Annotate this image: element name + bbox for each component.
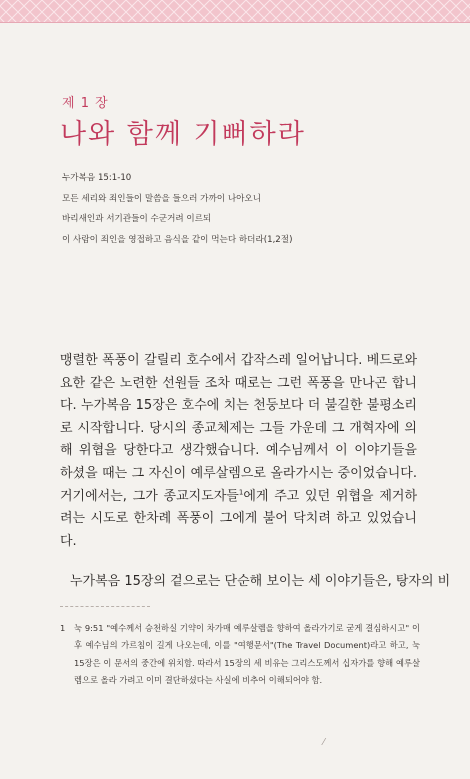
epigraph-line: 이 사람이 죄인을 영접하고 음식을 같이 먹는다 하더라(1,2절) [62,234,293,245]
lattice-pattern [0,0,470,22]
book-page [0,22,470,779]
chapter-title: 나와 함께 기뻐하라 [60,119,306,150]
footnote-number: 1 [60,623,66,633]
epigraph-reference: 누가복음 15:1-10 [62,173,132,183]
decorative-top-band [0,0,470,23]
footnote [60,620,420,690]
body-paragraph-2: 누가복음 15장의 겉으로는 단순해 보이는 세 이야기들은, 탕자의 비 [70,574,451,589]
epigraph-line: 모든 세리와 죄인들이 말씀을 들으러 가까이 나아오니 [62,193,262,204]
footnote-text: 눅 9:51 "예수께서 승천하실 기약이 차가매 예루살렘을 향하여 올라가기로 굳게 결심하시고" 이후 예수님의 가르침이 길게 나오는데, 이를 "여행문서"(The Travel Document)라고 하고, 눅 15장은 이 문서의 중간에 위치함. 따라서 15장의 세 비유는 그리스도께서 십자가를 향해 예루살렘으로 올라 가려고 이미 결단하셨다는 사실에 비추어 이해되어야 함. [74,623,420,686]
body-paragraph [60,350,417,553]
body-text-after-note: 에게 주고 있던 위협을 제거하려는 시도로 한차례 폭풍이 그에게 불어 닥치려 하고 있었습니다. [60,488,417,549]
footnote-marker: 1 [238,488,244,497]
epigraph-line: 바리새인과 서기관들이 수군거려 이르되 [62,214,212,224]
footnote-divider [60,606,150,607]
body-text-before-note: 맹렬한 폭풍이 갈릴리 호수에서 갑작스레 일어납니다. 베드로와 요한 같은 노련한 선원들 조차 때로는 그런 폭풍을 만나곤 합니다. 누가복음 15장은 호수에 치는 천둥보다 더 불길한 불평소리로 시작합니다. 당시의 종교체제는 그들 가운데 그 개혁자에 의해 위협을 당한다고 생각했습니다. 예수님께서 이 이야기들을 하셨을 때는 그 자신이 예루살렘으로 올라가시는 중이었습니다. 거기에서는, 그가 종교지도자들 [60,353,417,504]
pen-mark: ⁄ [323,738,325,748]
epigraph [62,168,292,250]
chapter-number: 제 1 장 [62,96,109,111]
